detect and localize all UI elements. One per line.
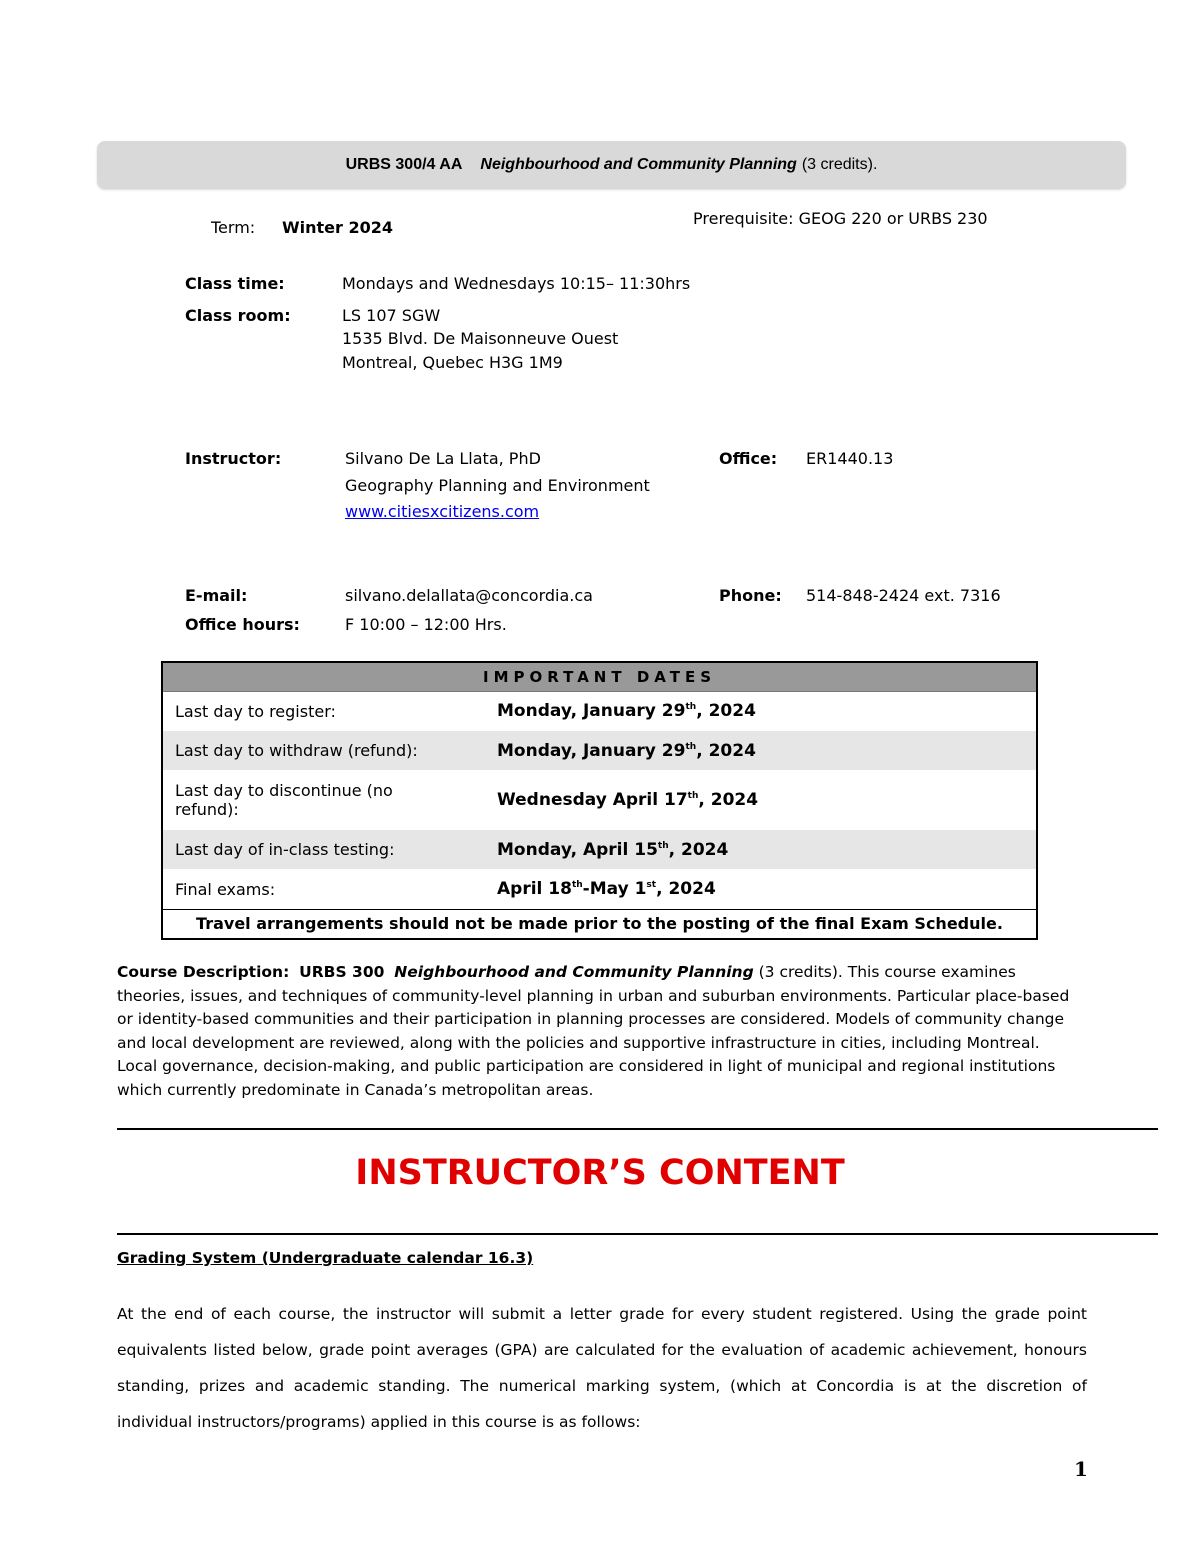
course-description-label: Course Description: bbox=[117, 963, 290, 981]
office-value: ER1440.13 bbox=[806, 449, 894, 468]
table-row bbox=[163, 830, 1036, 870]
date-value: Monday, April 15th, 2024 bbox=[497, 839, 729, 860]
table-row bbox=[163, 692, 1036, 731]
table-row bbox=[163, 870, 1036, 909]
email-label: E-mail: bbox=[185, 586, 248, 605]
course-header-banner bbox=[97, 141, 1126, 189]
date-value: Monday, January 29th, 2024 bbox=[497, 701, 756, 721]
grading-paragraph: At the end of each course, the instructor will submit a letter grade for every student registered. Using the grade point equivalents listed below, grade point averages (GPA) are calculated for the evaluation of academic achievement, honours standing, prizes and academic standing. The numerical marking system, (which at Concordia is at the discretion of individual instructors/programs) applied in this course is as follows: bbox=[117, 1305, 1087, 1431]
instructor-label: Instructor: bbox=[185, 449, 282, 468]
class-room-line3: Montreal, Quebec H3G 1M9 bbox=[342, 353, 563, 372]
class-room-label: Class room: bbox=[185, 306, 291, 325]
office-hours-value: F 10:00 – 12:00 Hrs. bbox=[345, 615, 507, 634]
phone-label: Phone: bbox=[719, 586, 782, 605]
date-value: Wednesday April 17th, 2024 bbox=[497, 790, 759, 810]
page-number: 1 bbox=[1074, 1457, 1088, 1481]
course-code: URBS 300/4 AA bbox=[345, 156, 463, 173]
date-label: Last day to withdraw (refund): bbox=[175, 741, 418, 760]
divider-top bbox=[117, 1128, 1158, 1130]
table-row bbox=[163, 731, 1036, 771]
course-title: Neighbourhood and Community Planning bbox=[480, 156, 797, 173]
divider-bottom bbox=[117, 1233, 1158, 1235]
grading-heading: Grading System (Undergraduate calendar 16.3) bbox=[117, 1249, 534, 1267]
course-description-text: (3 credits). This course examines theories, issues, and techniques of community-level planning in urban and suburban environments. Particular place-based or identity-based communities and their participation in planning processes are considered. Models of community change and local development are reviewed, along with the policies and supportive infrastructure in cities, including Montreal. Local governance, decision-making, and public participation are considered in light of municipal and regional institutions which currently predominate in Canada’s metropolitan areas. bbox=[117, 963, 1070, 1099]
instructor-website-link[interactable]: www.citiesxcitizens.com bbox=[345, 502, 540, 521]
prerequisite: Prerequisite: GEOG 220 or URBS 230 bbox=[693, 209, 988, 228]
date-value: Monday, January 29th, 2024 bbox=[497, 740, 756, 761]
table-row bbox=[163, 771, 1036, 830]
class-time-value: Mondays and Wednesdays 10:15– 11:30hrs bbox=[342, 274, 691, 293]
course-description bbox=[117, 961, 1077, 1102]
term-value: Winter 2024 bbox=[282, 218, 394, 237]
section-title: INSTRUCTOR’S CONTENT bbox=[355, 1153, 845, 1193]
email-value: silvano.delallata@concordia.ca bbox=[345, 586, 593, 605]
office-label: Office: bbox=[719, 449, 778, 468]
important-dates-table bbox=[161, 661, 1038, 940]
important-dates-heading: IMPORTANT DATES bbox=[163, 663, 1036, 692]
class-time-label: Class time: bbox=[185, 274, 285, 293]
term-label: Term: bbox=[211, 218, 256, 237]
date-label: Last day to register: bbox=[175, 701, 336, 721]
class-room-line2: 1535 Blvd. De Maisonneuve Ouest bbox=[342, 329, 619, 348]
instructor-department: Geography Planning and Environment bbox=[345, 476, 650, 495]
course-description-title: Neighbourhood and Community Planning bbox=[394, 963, 754, 981]
date-label: Last day to discontinue (no refund): bbox=[175, 781, 393, 819]
course-credits: (3 credits). bbox=[801, 156, 878, 173]
date-value: April 18th-May 1st, 2024 bbox=[497, 879, 716, 899]
office-hours-label: Office hours: bbox=[185, 615, 300, 634]
phone-value: 514-848-2424 ext. 7316 bbox=[806, 586, 1001, 605]
date-label: Last day of in-class testing: bbox=[175, 840, 395, 859]
date-label: Final exams: bbox=[175, 879, 276, 899]
course-description-code: URBS 300 bbox=[299, 963, 385, 981]
instructor-name: Silvano De La Llata, PhD bbox=[345, 449, 541, 468]
important-dates-footer: Travel arrangements should not be made prior to the posting of the final Exam Schedule. bbox=[163, 909, 1036, 938]
class-room-line1: LS 107 SGW bbox=[342, 306, 441, 325]
